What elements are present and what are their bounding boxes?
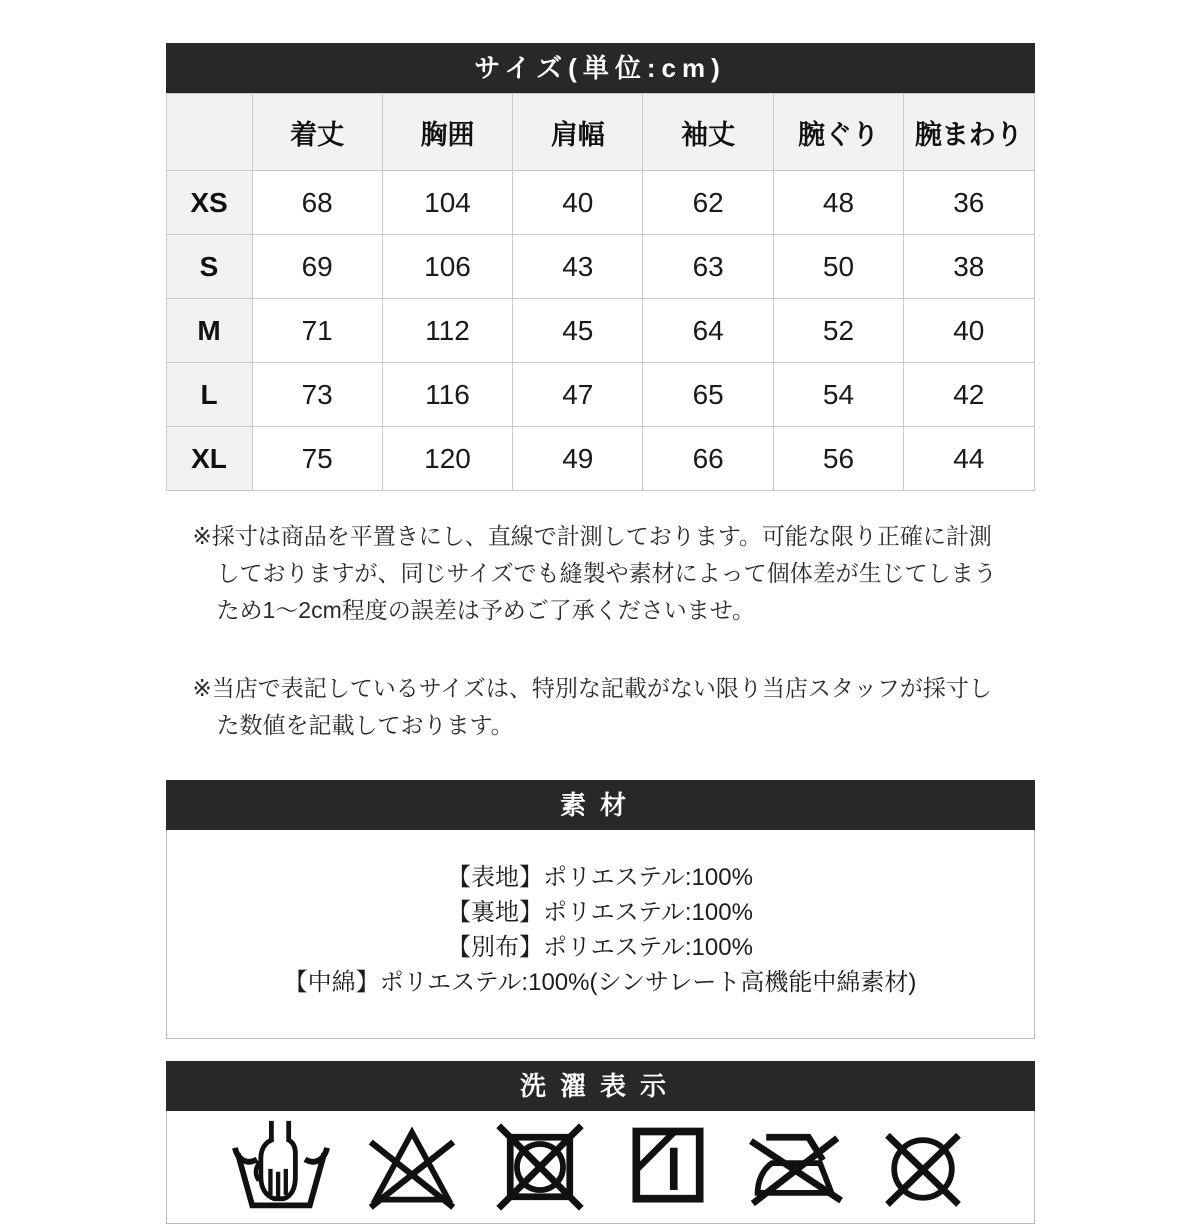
care-title: 洗濯表示	[166, 1061, 1035, 1111]
size-cell: 56	[773, 427, 903, 491]
size-cell: 106	[382, 235, 512, 299]
size-cell: 68	[252, 171, 382, 235]
do-not-dry-clean-icon	[875, 1119, 971, 1215]
size-cell: 65	[643, 363, 773, 427]
size-table-header-row	[166, 94, 1034, 171]
column-header-arm-circumference: 腕まわり	[904, 94, 1034, 171]
table-row-s	[166, 235, 1034, 299]
size-cell: 69	[252, 235, 382, 299]
column-header-length: 着丈	[252, 94, 382, 171]
size-cell: 52	[773, 299, 903, 363]
size-cell: 71	[252, 299, 382, 363]
material-line-contrast-fabric: 【別布】ポリエステル:100%	[447, 934, 753, 961]
hand-wash-icon	[229, 1119, 333, 1215]
size-cell: 47	[513, 363, 643, 427]
size-cell: 73	[252, 363, 382, 427]
table-row-l	[166, 363, 1034, 427]
size-label: XS	[166, 171, 252, 235]
size-cell: 66	[643, 427, 773, 491]
page-content	[166, 0, 1035, 1224]
size-cell: 43	[513, 235, 643, 299]
size-cell: 48	[773, 171, 903, 235]
size-cell: 54	[773, 363, 903, 427]
size-cell: 120	[382, 427, 512, 491]
material-line-outer: 【表地】ポリエステル:100%	[447, 864, 753, 891]
material-section	[166, 780, 1035, 1039]
size-cell: 40	[904, 299, 1034, 363]
size-label: M	[166, 299, 252, 363]
material-box	[166, 830, 1035, 1039]
size-cell: 42	[904, 363, 1034, 427]
table-row-xs	[166, 171, 1034, 235]
size-cell: 44	[904, 427, 1034, 491]
dry-in-shade-icon	[620, 1119, 716, 1215]
size-cell: 104	[382, 171, 512, 235]
size-cell: 62	[643, 171, 773, 235]
table-row-m	[166, 299, 1034, 363]
material-title: 素材	[166, 780, 1035, 830]
size-table	[166, 93, 1035, 491]
size-cell: 112	[382, 299, 512, 363]
table-row-xl	[166, 427, 1034, 491]
size-cell: 49	[513, 427, 643, 491]
column-header-chest: 胸囲	[382, 94, 512, 171]
do-not-iron-icon	[748, 1119, 844, 1215]
measurement-note-1: ※採寸は商品を平置きにし、直線で計測しております。可能な限り正確に計測しておりますが、同じサイズでも縫製や素材によって個体差が生じてしまうため1〜2cm程度の誤差は予めご了承くださいませ。	[192, 523, 997, 623]
size-table-section	[166, 43, 1035, 491]
size-label: L	[166, 363, 252, 427]
size-label: S	[166, 235, 252, 299]
size-cell: 38	[904, 235, 1034, 299]
measurement-note-2: ※当店で表記しているサイズは、特別な記載がない限り当店スタッフが採寸した数値を記載しております。	[192, 675, 992, 738]
size-cell: 36	[904, 171, 1034, 235]
do-not-bleach-icon	[364, 1119, 460, 1215]
size-table-corner-cell	[166, 94, 252, 171]
measurement-notes	[166, 518, 1035, 744]
size-label: XL	[166, 427, 252, 491]
column-header-sleeve: 袖丈	[643, 94, 773, 171]
column-header-shoulder: 肩幅	[513, 94, 643, 171]
size-cell: 40	[513, 171, 643, 235]
size-cell: 116	[382, 363, 512, 427]
material-line-lining: 【裏地】ポリエステル:100%	[447, 899, 753, 926]
care-icons-box	[166, 1111, 1035, 1224]
size-cell: 64	[643, 299, 773, 363]
size-cell: 45	[513, 299, 643, 363]
size-cell: 63	[643, 235, 773, 299]
material-line-padding: 【中綿】ポリエステル:100%(シンサレート高機能中綿素材)	[283, 969, 917, 996]
size-cell: 75	[252, 427, 382, 491]
size-table-title: サイズ(単位:cm)	[166, 43, 1035, 93]
do-not-tumble-dry-icon	[492, 1119, 588, 1215]
size-cell: 50	[773, 235, 903, 299]
column-header-armhole: 腕ぐり	[773, 94, 903, 171]
